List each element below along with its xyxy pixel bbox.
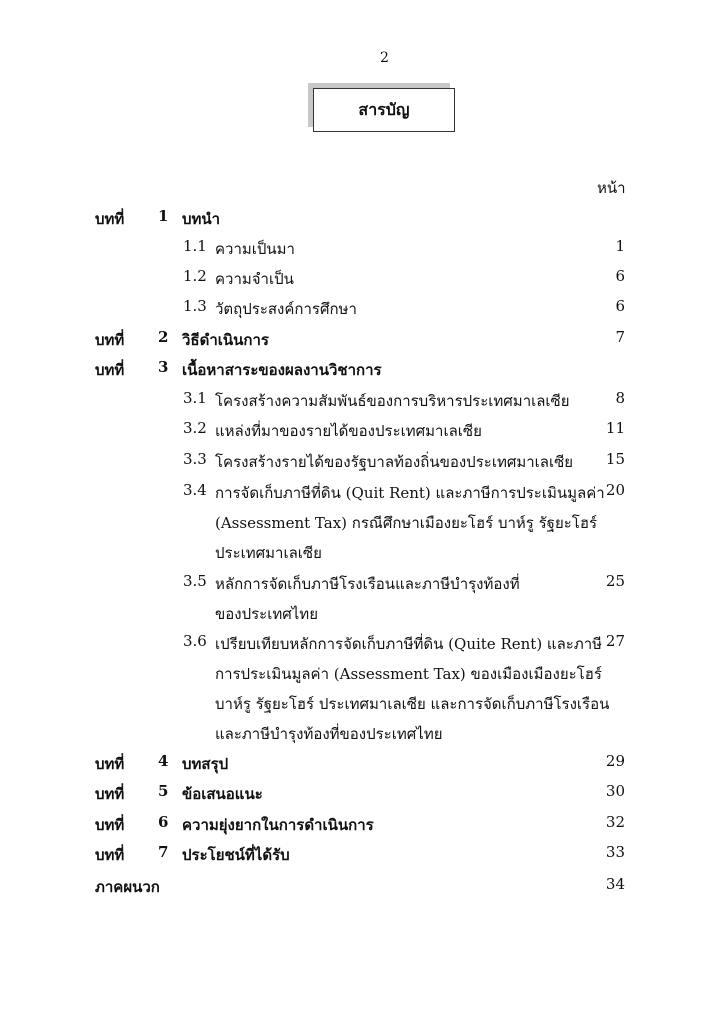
section-number: 3.3 [183,450,207,468]
chapter-page: 7 [615,328,625,346]
chapter-number: 5 [158,782,169,800]
title-box [313,88,455,132]
page-title: สารบัญ [358,99,410,119]
chapter-page: 32 [605,813,625,831]
section-page: 6 [615,297,625,315]
chapter-prefix: บทที่ [95,816,125,834]
chapter-title: ความยุ่งยากในการดำเนินการ [182,816,374,834]
section-number: 3.1 [183,389,207,407]
chapter-title: ประโยชน์ที่ได้รับ [182,846,290,864]
section-number: 3.5 [183,572,207,590]
section-number: 3.2 [183,419,207,437]
appendix-page: 34 [605,875,625,893]
section-page: 11 [605,419,625,437]
section-number: 1.2 [183,267,207,285]
section-title-line: ประเทศมาเลเซีย [215,544,322,562]
chapter-prefix: บทที่ [95,331,125,349]
section-title-line: และภาษีบำรุงท้องที่ของประเทศไทย [215,725,443,743]
page-column-header: หน้า [597,179,626,197]
section-title: แหล่งที่มาของรายได้ของประเทศมาเลเซีย [215,422,482,440]
section-title-line: การประเมินมูลค่า (Assessment Tax) ของเมืองเมืองยะโฮร์ [215,665,602,683]
chapter-prefix: บทที่ [95,785,125,803]
chapter-number: 1 [158,207,169,225]
appendix-title: ภาคผนวก [95,878,160,896]
chapter-title: บทนำ [182,210,221,228]
chapter-number: 6 [158,813,169,831]
section-title: ความจำเป็น [215,270,294,288]
page-number: 2 [380,50,389,66]
chapter-title: ข้อเสนอแนะ [182,785,263,803]
section-title-line: การจัดเก็บภาษีที่ดิน (Quit Rent) และภาษีการประเมินมูลค่า [215,484,605,502]
section-page: 25 [605,572,625,590]
section-page: 15 [605,450,625,468]
chapter-prefix: บทที่ [95,361,125,379]
section-number: 3.4 [183,481,207,499]
chapter-title: วิธีดำเนินการ [182,331,269,349]
section-number: 1.3 [183,297,207,315]
chapter-number: 2 [158,328,169,346]
chapter-number: 3 [158,358,169,376]
section-title: โครงสร้างความสัมพันธ์ของการบริหารประเทศมาเลเซีย [215,392,570,410]
chapter-page: 29 [605,752,625,770]
section-title-line: (Assessment Tax) กรณีศึกษาเมืองยะโฮร์ บาห์รู รัฐยะโฮร์ [215,514,598,532]
chapter-title: บทสรุป [182,755,229,773]
chapter-page: 30 [605,782,625,800]
section-title-line: หลักการจัดเก็บภาษีโรงเรือนและภาษีบำรุงท้องที่ [215,575,520,593]
chapter-number: 4 [158,752,169,770]
section-title-line: ของประเทศไทย [215,605,318,623]
section-page: 8 [615,389,625,407]
chapter-prefix: บทที่ [95,846,125,864]
section-number: 1.1 [183,237,207,255]
chapter-page: 33 [605,843,625,861]
section-page: 20 [605,481,625,499]
chapter-prefix: บทที่ [95,755,125,773]
section-page: 6 [615,267,625,285]
section-title-line: เปรียบเทียบหลักการจัดเก็บภาษีที่ดิน (Quite Rent) และภาษี [215,635,603,653]
chapter-number: 7 [158,843,169,861]
section-number: 3.6 [183,632,207,650]
chapter-prefix: บทที่ [95,210,125,228]
section-title: วัตถุประสงค์การศึกษา [215,300,357,318]
chapter-title: เนื้อหาสาระของผลงานวิชาการ [182,361,382,379]
section-title: โครงสร้างรายได้ของรัฐบาลท้องถิ่นของประเทศมาเลเซีย [215,453,574,471]
section-page: 1 [615,237,625,255]
section-title: ความเป็นมา [215,240,295,258]
section-page: 27 [605,632,625,650]
section-title-line: บาห์รู รัฐยะโฮร์ ประเทศมาเลเซีย และการจัดเก็บภาษีโรงเรือน [215,695,610,713]
